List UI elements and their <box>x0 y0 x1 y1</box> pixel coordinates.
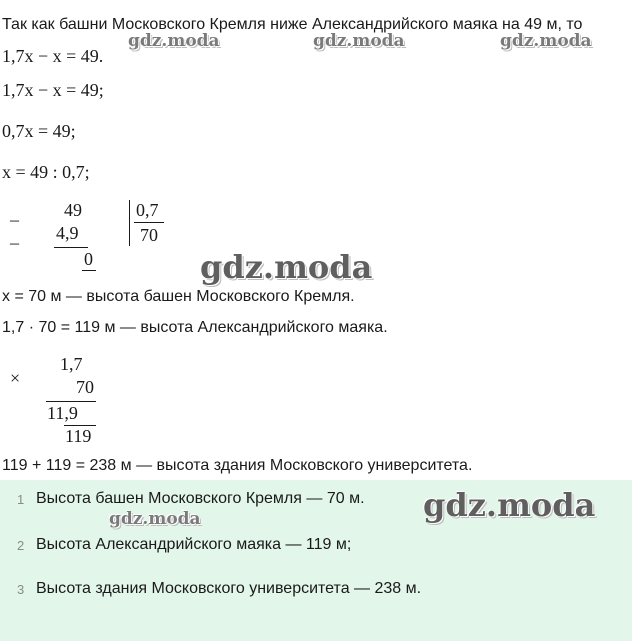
division-divisor: 0,7 <box>136 200 159 220</box>
equation-2: 1,7x − x = 49; <box>2 80 104 100</box>
division-minus-2: _ <box>10 226 19 246</box>
multiplication-factor-a: 1,7 <box>60 354 83 374</box>
answer-1-text: Высота башен Московского Кремля — 70 м. <box>36 490 365 507</box>
answer-1-number: 1 <box>17 492 25 507</box>
watermark-2: gdz.moda <box>313 31 405 51</box>
equation-1: 1,7x − x = 49. <box>2 46 104 66</box>
answer-3-text: Высота здания Московского университета — 238 м. <box>36 580 422 597</box>
division-minus-1: _ <box>10 203 19 223</box>
answer-2-number: 2 <box>17 538 25 553</box>
watermark-3: gdz.moda <box>500 31 592 51</box>
watermark-6: gdz.moda <box>109 509 201 529</box>
division-underline-1 <box>54 247 88 248</box>
watermark-5: gdz.moda <box>423 486 596 524</box>
result-lighthouse: 1,7 · 70 = 119 м — высота Александрийского маяка. <box>2 319 388 336</box>
division-underline-2 <box>82 270 96 271</box>
multiplication-underline-1 <box>46 401 96 402</box>
multiplication-sign: × <box>10 368 21 388</box>
watermark-1: gdz.moda <box>128 31 220 51</box>
multiplication-partial: 11,9 <box>47 403 78 423</box>
multiplication-factor-b: 70 <box>76 377 94 397</box>
intro-text: Так как башни Московского Кремля ниже Александрийского маяка на 49 м, то <box>2 16 583 33</box>
answer-2-text: Высота Александрийского маяка — 119 м; <box>36 536 352 553</box>
division-quotient: 70 <box>140 225 158 245</box>
division-remainder: 0 <box>84 249 93 269</box>
division-divisor-underline <box>134 222 164 223</box>
watermark-4: gdz.moda <box>200 248 373 286</box>
equation-3: 0,7x = 49; <box>2 121 76 141</box>
multiplication-result: 119 <box>65 426 92 446</box>
answer-3-number: 3 <box>17 582 25 597</box>
division-subtrahend: 4,9 <box>56 223 79 243</box>
result-university: 119 + 119 = 238 м — высота здания Московского университета. <box>2 457 473 474</box>
equation-4: x = 49 : 0,7; <box>2 162 90 182</box>
result-kremlin: x = 70 м — высота башен Московского Кремля. <box>2 288 355 305</box>
division-bracket <box>129 200 130 246</box>
division-dividend: 49 <box>64 200 82 220</box>
